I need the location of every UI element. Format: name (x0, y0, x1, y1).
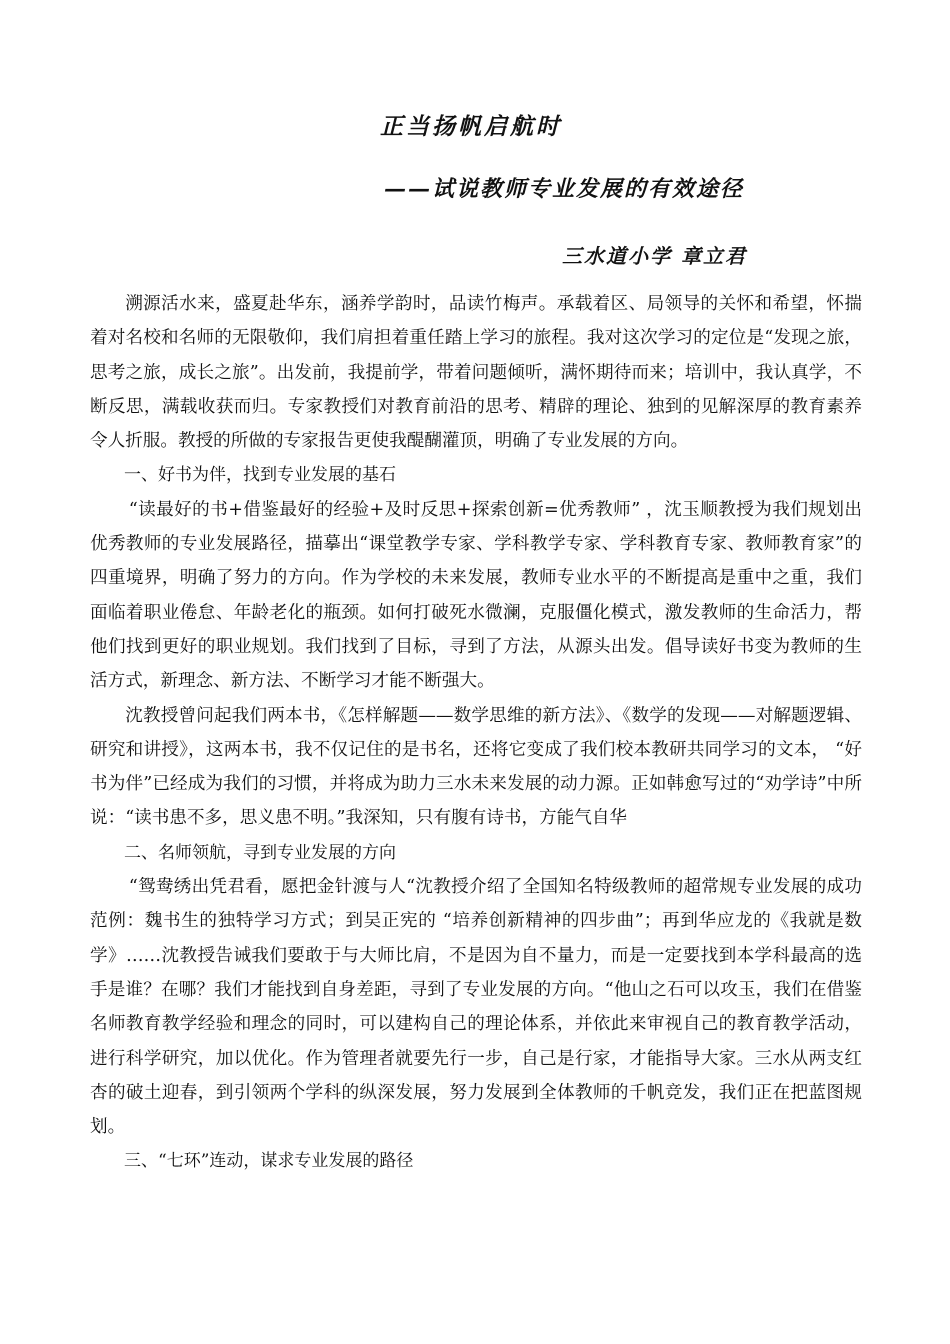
section-heading-3: 三、“七环”连动，谋求专业发展的路径 (124, 1151, 414, 1172)
document-body (90, 287, 862, 1179)
section-heading-1: 一、好书为伴，找到专业发展的基石 (124, 465, 396, 486)
paragraph-section-1-a: “读最好的书+借鉴最好的经验+及时反思+探索创新=优秀教师” ，沈玉顺教授为我们规划出优秀教师的专业发展路径，描摹出“课堂教学专家、学科教学专家、学科教育专家、教师教育家”的四重境界，明确了努力的方向。作为学校的未来发展，教师专业水平的不断提高是重中之重，我们面临着职业倦怠、年龄老化的瓶颈。如何打破死水微澜，克服僵化模式，激发教师的生命活力，帮他们找到更好的职业规划。我们找到了目标，寻到了方法，从源头出发。倡导读好书变为教师的生活方式，新理念、新方法、不断学习才能不断强大。 (90, 499, 862, 692)
document-subtitle: ——试说教师专业发展的有效途径 (384, 176, 745, 202)
paragraph-section-1-b: 沈教授曾问起我们两本书，《怎样解题——数学思维的新方法》、《数学的发现——对解题逻辑、研究和讲授》，这两本书，我不仅记住的是书名，还将它变成了我们校本教研共同学习的文本， “好书为伴”已经成为我们的习惯，并将成为助力三水未来发展的动力源。正如韩愈写过的“劝学诗”中所说：“读书患不多，思义患不明。”我深知，只有腹有诗书，方能气自华 (90, 705, 862, 829)
paragraph-intro: 溯源活水来，盛夏赴华东，涵养学韵时，品读竹梅声。承载着区、局领导的关怀和希望，怀揣着对名校和名师的无限敬仰，我们肩担着重任踏上学习的旅程。我对这次学习的定位是“发现之旅，思考之旅，成长之旅”。出发前，我提前学，带着问题倾听，满怀期待而来；培训中，我认真学，不断反思，满载收获而归。专家教授们对教育前沿的思考、精辟的理论、独到的见解深厚的教育素养令人折服。教授的所做的专家报告更使我醍醐灌顶，明确了专业发展的方向。 (90, 294, 862, 452)
section-heading-2: 二、名师领航，寻到专业发展的方向 (124, 842, 396, 863)
document-author: 三水道小学 章立君 (562, 244, 747, 268)
paragraph-section-2: “鸳鸯绣出凭君看，愿把金针渡与人“沈教授介绍了全国知名特级教师的超常规专业发展的成功范例：魏书生的独特学习方式；到吴正宪的 “培养创新精神的四步曲”；再到华应龙的《我就是数学》……沈教授告诫我们要敢于与大师比肩，不是因为自不量力，而是一定要找到本学科最高的选手是谁？在哪？我们才能找到自身差距，寻到了专业发展的方向。“他山之石可以攻玉，我们在借鉴名师教育教学经验和理念的同时，可以建构自己的理论体系，并依此来审视自己的教育教学活动，进行科学研究，加以优化。作为管理者就要先行一步，自己是行家，才能指导大家。三水从两支红杏的破土迎春，到引领两个学科的纵深发展，努力发展到全体教师的千帆竞发，我们正在把蓝图规划。 (90, 877, 862, 1138)
document-title: 正当扬帆启航时 (380, 113, 562, 140)
